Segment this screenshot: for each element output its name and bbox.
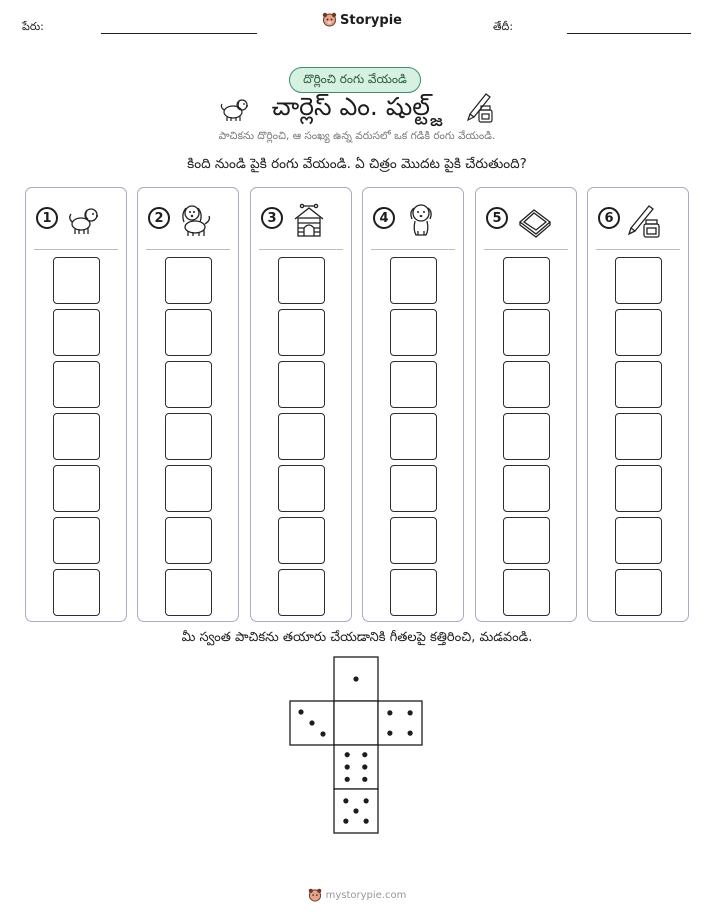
activity-tag: దొర్లించి రంగు వేయండి xyxy=(289,67,421,93)
die-pip xyxy=(387,710,392,715)
color-box[interactable] xyxy=(53,465,100,512)
color-box[interactable] xyxy=(165,361,212,408)
column-3 xyxy=(250,187,352,622)
color-box[interactable] xyxy=(390,517,437,564)
color-box[interactable] xyxy=(615,361,662,408)
title-pen-ink-icon xyxy=(466,90,496,124)
color-box[interactable] xyxy=(278,361,325,408)
die-pip xyxy=(353,676,358,681)
column-4 xyxy=(362,187,464,622)
die-net xyxy=(289,656,425,836)
color-box[interactable] xyxy=(615,465,662,512)
die-face xyxy=(334,745,378,789)
column-header xyxy=(588,188,688,248)
color-box[interactable] xyxy=(390,361,437,408)
color-box[interactable] xyxy=(503,361,550,408)
coloring-instruction: కింది నుండి పైకి రంగు వేయండి. ఏ చిత్రం మొదట పైకి చేరుతుంది? xyxy=(187,156,527,172)
color-box[interactable] xyxy=(615,309,662,356)
color-box[interactable] xyxy=(390,309,437,356)
color-box[interactable] xyxy=(278,257,325,304)
color-box[interactable] xyxy=(503,569,550,616)
color-box[interactable] xyxy=(390,569,437,616)
color-box[interactable] xyxy=(165,413,212,460)
color-box[interactable] xyxy=(390,257,437,304)
beagle-icon xyxy=(178,202,214,238)
die-pip xyxy=(362,777,367,782)
column-1 xyxy=(25,187,127,622)
color-box[interactable] xyxy=(390,465,437,512)
color-box[interactable] xyxy=(615,517,662,564)
footer-site: mystorypie.com xyxy=(325,890,407,901)
color-box[interactable] xyxy=(165,569,212,616)
cut-instruction: మీ స్వంత పాచికను తయారు చేయడానికి గీతలపై కత్తిరించి, మడవండి. xyxy=(181,630,533,645)
die-pip xyxy=(320,731,325,736)
color-box[interactable] xyxy=(165,257,212,304)
column-divider xyxy=(371,249,455,250)
date-label: తేదీ: xyxy=(493,20,514,33)
column-number: 3 xyxy=(261,207,283,229)
footer-logo-icon xyxy=(308,888,322,903)
color-box[interactable] xyxy=(615,257,662,304)
color-box[interactable] xyxy=(53,309,100,356)
die-pip xyxy=(387,731,392,736)
column-number: 4 xyxy=(373,207,395,229)
die-pip xyxy=(345,764,350,769)
column-number: 1 xyxy=(36,207,58,229)
column-5 xyxy=(475,187,577,622)
color-box[interactable] xyxy=(165,465,212,512)
die-face xyxy=(378,701,422,745)
die-pip xyxy=(408,710,413,715)
color-box[interactable] xyxy=(615,413,662,460)
die-pip xyxy=(364,798,369,803)
footer xyxy=(0,888,714,903)
color-box[interactable] xyxy=(503,413,550,460)
doghouse-icon xyxy=(291,202,327,238)
column-2 xyxy=(137,187,239,622)
pen-ink-icon xyxy=(628,202,664,238)
storypie-logo-icon xyxy=(322,12,337,28)
column-number: 6 xyxy=(598,207,620,229)
die-pip xyxy=(309,720,314,725)
die-pip xyxy=(364,819,369,824)
color-box[interactable] xyxy=(53,517,100,564)
color-box[interactable] xyxy=(278,517,325,564)
color-box[interactable] xyxy=(278,465,325,512)
die-face xyxy=(334,701,378,745)
color-box[interactable] xyxy=(53,569,100,616)
die-pip xyxy=(343,798,348,803)
column-6 xyxy=(587,187,689,622)
column-header xyxy=(26,188,126,248)
column-divider xyxy=(596,249,680,250)
die-pip xyxy=(345,752,350,757)
die-pip xyxy=(362,752,367,757)
column-header xyxy=(476,188,576,248)
column-divider xyxy=(259,249,343,250)
color-box[interactable] xyxy=(503,257,550,304)
color-box[interactable] xyxy=(53,257,100,304)
die-pip xyxy=(343,819,348,824)
sketchbook-icon xyxy=(516,202,552,238)
brand-name: Storypie xyxy=(340,12,402,28)
column-header xyxy=(363,188,463,248)
column-number: 2 xyxy=(148,207,170,229)
color-box[interactable] xyxy=(615,569,662,616)
page-title: చార్లెస్ ఎం. షుల్ట్జ్ xyxy=(271,92,443,121)
color-box[interactable] xyxy=(165,309,212,356)
small-dog-icon xyxy=(403,202,439,238)
color-box[interactable] xyxy=(278,413,325,460)
brand-logo xyxy=(322,12,402,28)
page-subtitle: పాచికను దొర్లించి, ఆ సంఖ్య ఉన్న వరుసలో ఒక గడికి రంగు వేయండి. xyxy=(218,130,496,142)
color-box[interactable] xyxy=(278,309,325,356)
color-box[interactable] xyxy=(390,413,437,460)
column-header xyxy=(251,188,351,248)
column-divider xyxy=(34,249,118,250)
puppy-icon xyxy=(66,202,102,238)
date-line xyxy=(567,33,691,34)
color-box[interactable] xyxy=(503,517,550,564)
color-box[interactable] xyxy=(503,309,550,356)
column-number: 5 xyxy=(486,207,508,229)
die-pip xyxy=(345,777,350,782)
die-pip xyxy=(298,709,303,714)
color-box[interactable] xyxy=(503,465,550,512)
column-divider xyxy=(146,249,230,250)
color-box[interactable] xyxy=(53,361,100,408)
color-box[interactable] xyxy=(165,517,212,564)
die-pip xyxy=(408,731,413,736)
column-header xyxy=(138,188,238,248)
color-box[interactable] xyxy=(278,569,325,616)
die-pip xyxy=(353,808,358,813)
column-divider xyxy=(484,249,568,250)
color-box[interactable] xyxy=(53,413,100,460)
name-line xyxy=(101,33,257,34)
die-pip xyxy=(362,764,367,769)
name-label: పేరు: xyxy=(22,20,44,33)
